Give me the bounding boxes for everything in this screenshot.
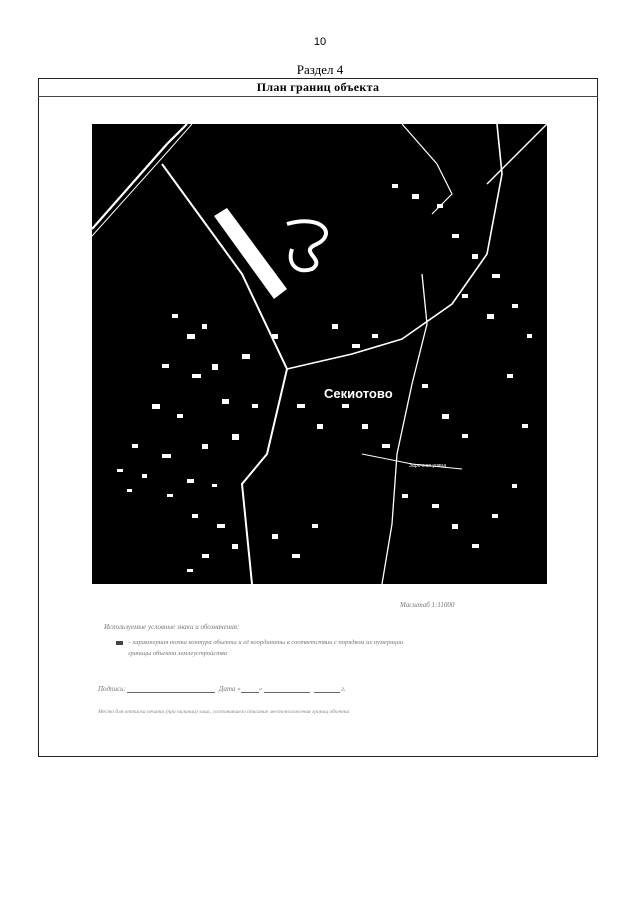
satellite-map: [92, 124, 547, 584]
airfield-runway: [214, 208, 287, 299]
document-title: План границ объекта: [256, 80, 380, 94]
section-label: Раздел 4: [296, 62, 344, 77]
page-number: 10: [313, 36, 327, 48]
date-month-line[interactable]: [264, 692, 310, 693]
signature-line[interactable]: [127, 692, 215, 693]
settlement-east: [332, 184, 532, 548]
road-east: [287, 124, 502, 369]
railway-line-parallel: [92, 124, 192, 236]
date-day-line[interactable]: [241, 692, 259, 693]
date-year-line[interactable]: [314, 692, 340, 693]
road-north: [402, 124, 452, 214]
legend-item-text: - характерная точка контура объекта и её координаты в соответствии с порядком их нумерации: [128, 639, 404, 646]
year-suffix: г.: [341, 685, 346, 693]
date-label: Дата: [218, 685, 236, 693]
scale-text: Масштаб 1:11000: [400, 601, 455, 609]
date-quote-close: »: [258, 685, 263, 693]
legend-heading: Используемые условные знаки и обозначения:: [104, 623, 240, 631]
stamp-note: Место для оттиска печати (при наличии) лица, составившего описание местоположения границ объекта: [98, 709, 350, 715]
map-imagery: [92, 124, 547, 584]
settlement-south: [187, 514, 318, 572]
legend-marker: [116, 641, 123, 645]
road-northeast: [487, 124, 547, 184]
legend-item-text-2: границы объекта землеустройства: [128, 650, 228, 657]
page-frame-top: [38, 78, 598, 79]
settlement-west: [117, 314, 323, 497]
railway-line: [92, 124, 187, 229]
title-divider: [38, 96, 598, 97]
signature-label: Подпись: [98, 685, 124, 693]
map-street-label: Заречная улица: [409, 463, 447, 469]
legend-row: [116, 637, 446, 659]
road-middle: [382, 274, 427, 584]
track-loop: [287, 221, 326, 270]
date-quote-open: «: [237, 685, 241, 693]
signature-row: Подпись: Дата « » г.: [98, 685, 346, 693]
map-place-label: Секиотово: [324, 386, 393, 401]
